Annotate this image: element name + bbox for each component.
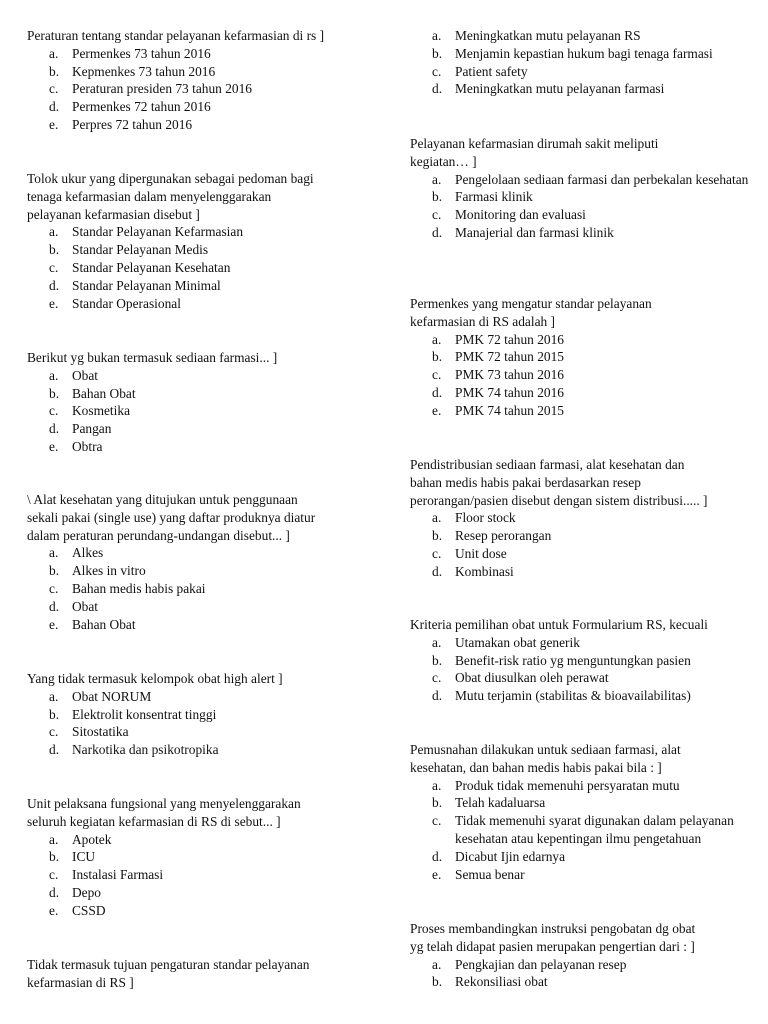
option-text: Pangan	[72, 421, 112, 437]
option-text: Menjamin kepastian hukum bagi tenaga farmasi	[455, 45, 713, 61]
option-text: Alkes in vitro	[72, 563, 146, 579]
question	[410, 616, 758, 705]
question	[27, 349, 372, 456]
option-letter: a.	[432, 510, 442, 526]
option-item	[27, 544, 372, 562]
option-letter: b.	[49, 385, 60, 401]
option-text: Mutu terjamin (stabilitas & bioavailabilitas)	[455, 688, 691, 704]
option-list	[410, 27, 758, 98]
option-letter: b.	[432, 189, 443, 205]
option-item	[410, 956, 758, 974]
option-text: Instalasi Farmasi	[72, 867, 164, 883]
option-item	[27, 884, 372, 902]
option-letter: d.	[49, 421, 60, 437]
option-list	[27, 223, 372, 312]
option-item	[410, 188, 758, 206]
option-letter: a.	[49, 688, 59, 704]
option-item	[410, 348, 758, 366]
option-text: Standar Pelayanan Medis	[72, 242, 209, 258]
question	[410, 456, 758, 581]
option-item	[410, 402, 758, 420]
option-text: Floor stock	[455, 510, 516, 526]
option-letter: b.	[49, 63, 60, 79]
option-list	[27, 831, 372, 920]
option-letter: d.	[49, 99, 60, 115]
question	[410, 135, 758, 242]
question-stem: Pemusnahan dilakukan untuk sediaan farmasi, alat kesehatan, dan bahan medis habis pakai bila : ]	[410, 742, 681, 775]
question	[27, 170, 372, 312]
option-item	[410, 652, 758, 670]
option-text: Sitostatika	[72, 724, 129, 740]
option-text: Permenkes 72 tahun 2016	[72, 99, 211, 115]
option-item	[410, 634, 758, 652]
question-stem: Yang tidak termasuk kelompok obat high alert ]	[27, 671, 283, 686]
option-letter: a.	[49, 831, 59, 847]
option-letter: a.	[432, 28, 442, 43]
option-letter: e.	[49, 902, 59, 918]
option-text: Manajerial dan farmasi klinik	[455, 224, 614, 240]
question	[27, 795, 372, 920]
option-list	[410, 777, 758, 884]
option-list	[27, 544, 372, 633]
option-letter: c.	[49, 259, 59, 275]
option-item	[27, 580, 372, 598]
option-text: CSSD	[72, 902, 106, 918]
question-stem: Kriteria pemilihan obat untuk Formularium RS, kecuali	[410, 617, 708, 632]
option-text: Semua benar	[455, 866, 525, 882]
option-list	[27, 688, 372, 759]
option-text: PMK 74 tahun 2016	[455, 384, 564, 400]
option-text: Meningkatkan mutu pelayanan farmasi	[455, 81, 665, 97]
option-text: Kepmenkes 73 tahun 2016	[72, 63, 216, 79]
option-letter: d.	[432, 81, 443, 97]
option-text: Pengelolaan sediaan farmasi dan perbekalan kesehatan	[455, 171, 749, 187]
option-item	[27, 902, 372, 920]
option-letter: a.	[49, 367, 59, 383]
option-letter: d.	[432, 224, 443, 240]
option-item	[410, 777, 758, 795]
option-letter: b.	[432, 974, 443, 990]
option-letter: d.	[49, 598, 60, 614]
option-item	[27, 241, 372, 259]
option-item	[410, 848, 758, 866]
option-text: Narkotika dan psikotropika	[72, 742, 219, 758]
option-item	[27, 706, 372, 724]
option-list	[410, 509, 758, 580]
option-letter: d.	[49, 277, 60, 293]
option-text: Obat diusulkan oleh perawat	[455, 670, 609, 686]
option-item	[27, 438, 372, 456]
option-item	[27, 385, 372, 403]
option-list	[410, 331, 758, 420]
option-letter: d.	[432, 384, 443, 400]
option-letter: b.	[432, 652, 443, 668]
option-item	[410, 973, 758, 991]
option-letter: a.	[49, 45, 59, 61]
option-letter: e.	[432, 402, 442, 418]
question	[410, 295, 758, 420]
option-text: Tidak memenuhi syarat digunakan dalam pelayanan kesehatan atau kepentingan ilmu pengetahuan	[455, 813, 734, 846]
option-letter: b.	[49, 563, 60, 579]
option-item	[410, 794, 758, 812]
option-letter: d.	[49, 742, 60, 758]
option-item	[27, 741, 372, 759]
option-letter: a.	[432, 956, 442, 972]
question-stem: \ Alat kesehatan yang ditujukan untuk penggunaan sekali pakai (single use) yang daftar produknya diatur dalam peraturan perundang-undangan disebut... ]	[27, 492, 316, 543]
option-letter: e.	[49, 295, 59, 311]
option-letter: d.	[432, 563, 443, 579]
option-item	[27, 831, 372, 849]
question	[410, 741, 758, 883]
option-text: Bahan Obat	[72, 385, 136, 401]
option-text: Obat	[72, 367, 99, 383]
question-stem: Unit pelaksana fungsional yang menyelenggarakan seluruh kegiatan kefarmasian di RS di sebut... ]	[27, 796, 301, 829]
option-letter: a.	[432, 777, 442, 793]
option-item	[410, 669, 758, 687]
option-letter: a.	[49, 224, 59, 240]
option-item	[410, 527, 758, 545]
option-text: PMK 72 tahun 2016	[455, 331, 564, 347]
option-text: Monitoring dan evaluasi	[455, 207, 586, 223]
option-text: Utamakan obat generik	[455, 634, 580, 650]
option-item	[410, 171, 758, 189]
question-stem: Tidak termasuk tujuan pengaturan standar pelayanan kefarmasian di RS ]	[27, 957, 310, 990]
option-item	[410, 27, 758, 45]
option-text: Pengkajian dan pelayanan resep	[455, 956, 627, 972]
option-item	[410, 384, 758, 402]
question	[27, 27, 372, 134]
option-item	[410, 80, 758, 98]
option-item	[27, 277, 372, 295]
question-stem: Tolok ukur yang dipergunakan sebagai pedoman bagi tenaga kefarmasian dalam menyelenggarakan pelayanan kefarmasian disebut ]	[27, 171, 314, 222]
option-item	[27, 562, 372, 580]
option-text: Produk tidak memenuhi persyaratan mutu	[455, 777, 680, 793]
question-stem: Berikut yg bukan termasuk sediaan farmasi... ]	[27, 350, 278, 365]
option-letter: c.	[432, 670, 442, 686]
option-text: Perpres 72 tahun 2016	[72, 116, 193, 132]
question	[410, 920, 758, 991]
option-list	[410, 956, 758, 992]
option-text: Elektrolit konsentrat tinggi	[72, 706, 217, 722]
option-item	[410, 206, 758, 224]
question	[410, 27, 758, 98]
option-text: PMK 74 tahun 2015	[455, 402, 564, 418]
option-text: PMK 73 tahun 2016	[455, 367, 564, 383]
option-letter: c.	[49, 867, 59, 883]
option-letter: c.	[49, 580, 59, 596]
question-stem: Pendistribusian sediaan farmasi, alat kesehatan dan bahan medis habis pakai berdasarkan resep perorangan/pasien disebut dengan sistem distribusi..... ]	[410, 457, 708, 508]
option-letter: a.	[432, 171, 442, 187]
option-letter: e.	[432, 866, 442, 882]
option-item	[27, 688, 372, 706]
option-text: Telah kadaluarsa	[455, 795, 546, 811]
option-text: Depo	[72, 884, 102, 900]
option-item	[410, 545, 758, 563]
option-letter: c.	[49, 724, 59, 740]
option-text: Dicabut Ijin edarnya	[455, 848, 566, 864]
option-item	[410, 563, 758, 581]
option-letter: c.	[432, 207, 442, 223]
option-letter: c.	[432, 63, 442, 79]
option-text: Kosmetika	[72, 403, 131, 419]
option-text: Standar Pelayanan Minimal	[72, 277, 221, 293]
option-text: Obat	[72, 598, 99, 614]
option-item	[27, 45, 372, 63]
option-text: ICU	[72, 849, 96, 865]
option-item	[27, 80, 372, 98]
option-list	[410, 171, 758, 242]
option-letter: d.	[432, 688, 443, 704]
option-list	[27, 367, 372, 456]
option-item	[27, 866, 372, 884]
option-text: Rekonsiliasi obat	[455, 974, 548, 990]
option-text: Alkes	[72, 545, 104, 561]
option-item	[410, 224, 758, 242]
option-letter: b.	[49, 242, 60, 258]
option-letter: b.	[49, 706, 60, 722]
option-text: Kombinasi	[455, 563, 514, 579]
question	[27, 670, 372, 759]
option-item	[410, 331, 758, 349]
option-list	[27, 45, 372, 134]
option-item	[27, 616, 372, 634]
option-item	[27, 295, 372, 313]
option-item	[27, 723, 372, 741]
option-letter: b.	[432, 349, 443, 365]
option-text: Patient safety	[455, 63, 528, 79]
option-letter: a.	[432, 634, 442, 650]
option-item	[27, 598, 372, 616]
option-item	[27, 848, 372, 866]
option-letter: b.	[432, 45, 443, 61]
option-letter: d.	[49, 884, 60, 900]
option-item	[27, 98, 372, 116]
option-text: Farmasi klinik	[455, 189, 533, 205]
option-letter: d.	[432, 848, 443, 864]
option-item	[27, 116, 372, 134]
option-letter: a.	[432, 331, 442, 347]
option-item	[410, 866, 758, 884]
option-text: Unit dose	[455, 545, 507, 561]
option-item	[27, 223, 372, 241]
question-stem: Permenkes yang mengatur standar pelayanan kefarmasian di RS adalah ]	[410, 296, 652, 329]
option-item	[410, 687, 758, 705]
option-text: Apotek	[72, 831, 112, 847]
option-item	[410, 509, 758, 527]
option-text: Obat NORUM	[72, 688, 152, 704]
option-text: PMK 72 tahun 2015	[455, 349, 564, 365]
option-text: Standar Pelayanan Kefarmasian	[72, 224, 244, 240]
option-item	[410, 812, 758, 848]
option-text: Benefit-risk ratio yg menguntungkan pasien	[455, 652, 691, 668]
question	[27, 491, 372, 633]
option-letter: e.	[49, 616, 59, 632]
option-text: Bahan medis habis pakai	[72, 580, 206, 596]
option-item	[410, 366, 758, 384]
option-text: Standar Operasional	[72, 295, 181, 311]
option-letter: b.	[432, 528, 443, 544]
option-letter: b.	[432, 795, 443, 811]
option-letter: a.	[49, 545, 59, 561]
option-text: Permenkes 73 tahun 2016	[72, 45, 211, 61]
question-stem: Proses membandingkan instruksi pengobatan dg obat yg telah didapat pasien merupakan pengertian dari : ]	[410, 921, 696, 954]
option-text: Standar Pelayanan Kesehatan	[72, 259, 231, 275]
question	[27, 956, 372, 992]
option-item	[410, 45, 758, 63]
option-text: Resep perorangan	[455, 528, 552, 544]
option-letter: c.	[49, 403, 59, 419]
option-text: Meningkatkan mutu pelayanan RS	[455, 28, 641, 43]
option-text: Bahan Obat	[72, 616, 136, 632]
question-stem: Pelayanan kefarmasian dirumah sakit meliputi kegiatan… ]	[410, 136, 659, 169]
option-item	[27, 367, 372, 385]
option-letter: e.	[49, 438, 59, 454]
option-item	[27, 259, 372, 277]
option-text: Peraturan presiden 73 tahun 2016	[72, 81, 252, 97]
option-letter: e.	[49, 116, 59, 132]
option-item	[27, 402, 372, 420]
option-item	[27, 63, 372, 81]
option-letter: c.	[49, 81, 59, 97]
question-stem: Peraturan tentang standar pelayanan kefarmasian di rs ]	[27, 28, 325, 43]
option-letter: c.	[432, 545, 442, 561]
option-list	[410, 634, 758, 705]
option-text: Obtra	[72, 438, 103, 454]
option-item	[27, 420, 372, 438]
option-letter: c.	[432, 367, 442, 383]
option-letter: b.	[49, 849, 60, 865]
option-item	[410, 63, 758, 81]
option-letter: c.	[432, 813, 442, 829]
